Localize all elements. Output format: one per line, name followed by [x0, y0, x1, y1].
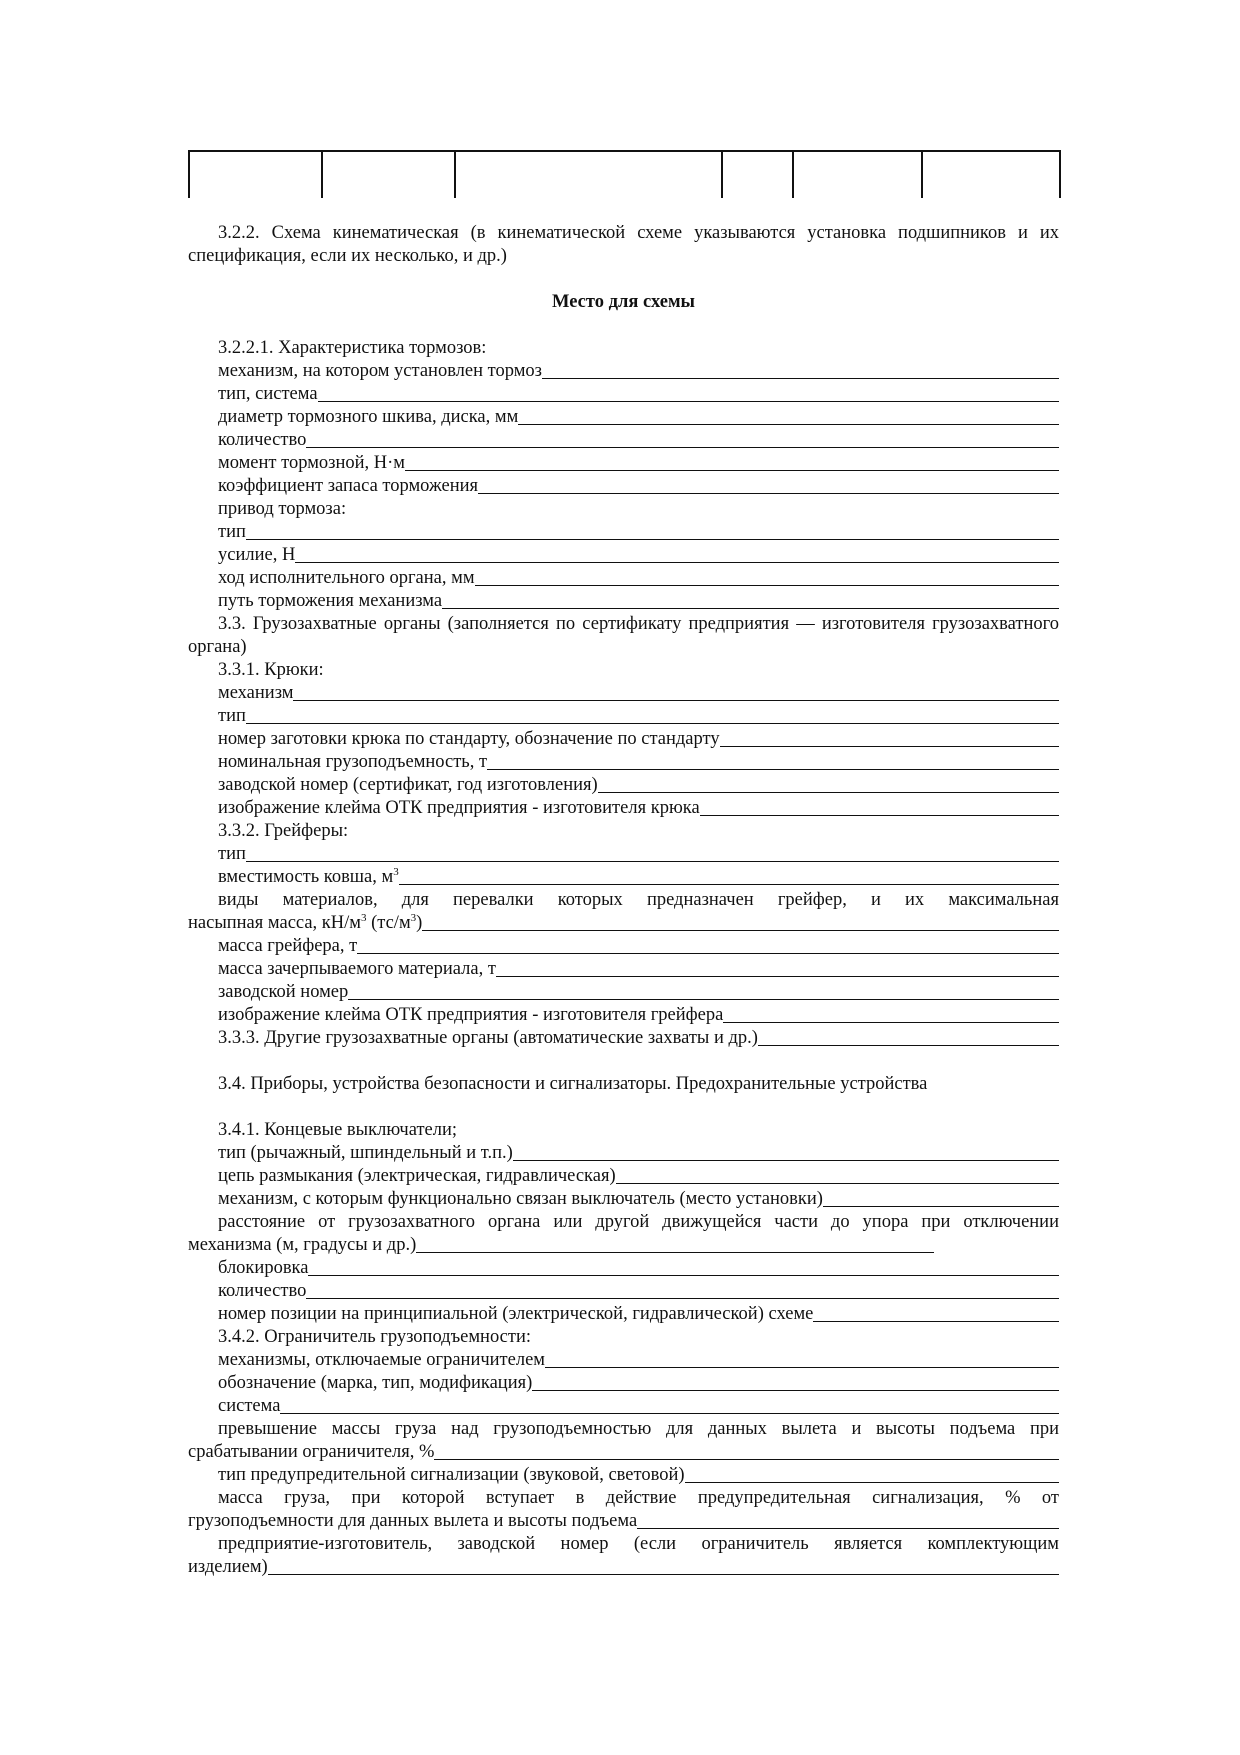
brake-stroke-field[interactable]: ход исполнительного органа, мм: [188, 567, 1059, 590]
switch-quantity-field[interactable]: количество: [188, 1280, 1059, 1303]
hook-stamp-field[interactable]: изображение клейма ОТК предприятия - изготовителя крюка: [188, 797, 1059, 820]
limited-mechanisms-field[interactable]: механизмы, отключаемые ограничителем: [188, 1349, 1059, 1372]
table-column-divider: [321, 150, 323, 198]
brake-drive-type-field[interactable]: тип: [188, 521, 1059, 544]
section-3-3-1-heading: 3.3.1. Крюки:: [218, 660, 324, 680]
grab-mass-field[interactable]: масса грейфера, т: [188, 935, 1059, 958]
excess-field[interactable]: срабатывании ограничителя, %: [188, 1441, 1059, 1464]
distance-field[interactable]: механизма (м, градусы и др.): [188, 1234, 1059, 1257]
section-3-3-text: 3.3. Грузозахватные органы (заполняется по сертификату предприятия — изготовителя грузозахватного органа): [188, 614, 1059, 657]
section-3-2-2-1-heading: 3.2.2.1. Характеристика тормозов:: [218, 338, 487, 358]
table-fragment: [188, 150, 1061, 198]
section-3-3-2-heading: 3.3.2. Грейферы:: [218, 821, 349, 841]
brake-drive-label: привод тормоза:: [218, 499, 347, 519]
document-body: [188, 222, 1059, 1579]
hook-capacity-field[interactable]: номинальная грузоподъемность, т: [188, 751, 1059, 774]
manufacturer-line1: предприятие-изготовитель, заводской номер (если ограничитель является комплектующим: [218, 1534, 1059, 1554]
brake-drive-force-field[interactable]: усилие, Н: [188, 544, 1059, 567]
scheme-position-field[interactable]: номер позиции на принципиальной (электрической, гидравлической) схеме: [188, 1303, 1059, 1326]
table-column-divider: [1059, 150, 1061, 198]
warning-mass-line1: масса груза, при которой вступает в действие предупредительная сигнализация, % от: [218, 1488, 1059, 1508]
linked-mechanism-field[interactable]: механизм, с которым функционально связан выключатель (место установки): [188, 1188, 1059, 1211]
brake-safety-factor-field[interactable]: коэффициент запаса торможения: [188, 475, 1059, 498]
brake-type-field[interactable]: тип, система: [188, 383, 1059, 406]
limiter-designation-field[interactable]: обозначение (марка, тип, модификация): [188, 1372, 1059, 1395]
hook-type-field[interactable]: тип: [188, 705, 1059, 728]
table-column-divider: [454, 150, 456, 198]
excess-line1: превышение массы груза над грузоподъемностью для данных вылета и высоты подъема при: [218, 1419, 1059, 1439]
grab-volume-field[interactable]: вместимость ковша, $м^3$: [188, 866, 1059, 889]
hook-serial-number-field[interactable]: заводской номер (сертификат, год изготовления): [188, 774, 1059, 797]
table-column-divider: [188, 150, 190, 198]
break-circuit-field[interactable]: цепь размыкания (электрическая, гидравлическая): [188, 1165, 1059, 1188]
warning-mass-field[interactable]: грузоподъемности для данных вылета и высоты подъема: [188, 1510, 1059, 1533]
table-column-divider: [921, 150, 923, 198]
table-top-border: [188, 150, 1061, 152]
distance-line1: расстояние от грузозахватного органа или другой движущейся части до упора при отключении: [218, 1212, 1059, 1232]
hook-blank-number-field[interactable]: номер заготовки крюка по стандарту, обозначение по стандарту: [188, 728, 1059, 751]
grab-materials-line1: виды материалов, для перевалки которых предназначен грейфер, и их максимальная: [218, 890, 1059, 910]
brake-torque-field[interactable]: момент тормозной, Н·м: [188, 452, 1059, 475]
section-3-4-1-heading: 3.4.1. Концевые выключатели;: [218, 1120, 458, 1140]
brake-quantity-field[interactable]: количество: [188, 429, 1059, 452]
brake-diameter-field[interactable]: диаметр тормозного шкива, диска, мм: [188, 406, 1059, 429]
grab-material-mass-field[interactable]: масса зачерпываемого материала, т: [188, 958, 1059, 981]
warning-signal-type-field[interactable]: тип предупредительной сигнализации (звуковой, световой): [188, 1464, 1059, 1487]
manufacturer-field[interactable]: изделием): [188, 1556, 1059, 1579]
table-column-divider: [792, 150, 794, 198]
limiter-system-field[interactable]: система: [188, 1395, 1059, 1418]
grab-materials-field[interactable]: насыпная масса, $кН/м^3$ $(тс/м^3)$: [188, 912, 1059, 935]
interlock-field[interactable]: блокировка: [188, 1257, 1059, 1280]
braking-distance-field[interactable]: путь торможения механизма: [188, 590, 1059, 613]
section-3-2-2-text: 3.2.2. Схема кинематическая (в кинематической схеме указываются установка подшипников и их спецификация, если их несколько, и др.): [188, 223, 1059, 266]
section-3-4-text: 3.4. Приборы, устройства безопасности и сигнализаторы. Предохранительные устройства: [218, 1074, 928, 1094]
hook-mechanism-field[interactable]: механизм: [188, 682, 1059, 705]
grab-stamp-field[interactable]: изображение клейма ОТК предприятия - изготовителя грейфера: [188, 1004, 1059, 1027]
other-lifting-devices-field[interactable]: 3.3.3. Другие грузозахватные органы (автоматические захваты и др.): [188, 1027, 1059, 1050]
grab-type-field[interactable]: тип: [188, 843, 1059, 866]
scheme-placeholder-title: Место для схемы: [552, 292, 695, 312]
section-3-4-2-heading: 3.4.2. Ограничитель грузоподъемности:: [218, 1327, 532, 1347]
grab-serial-number-field[interactable]: заводской номер: [188, 981, 1059, 1004]
limit-switch-type-field[interactable]: тип (рычажный, шпиндельный и т.п.): [188, 1142, 1059, 1165]
brake-mechanism-field[interactable]: механизм, на котором установлен тормоз: [188, 360, 1059, 383]
table-column-divider: [721, 150, 723, 198]
